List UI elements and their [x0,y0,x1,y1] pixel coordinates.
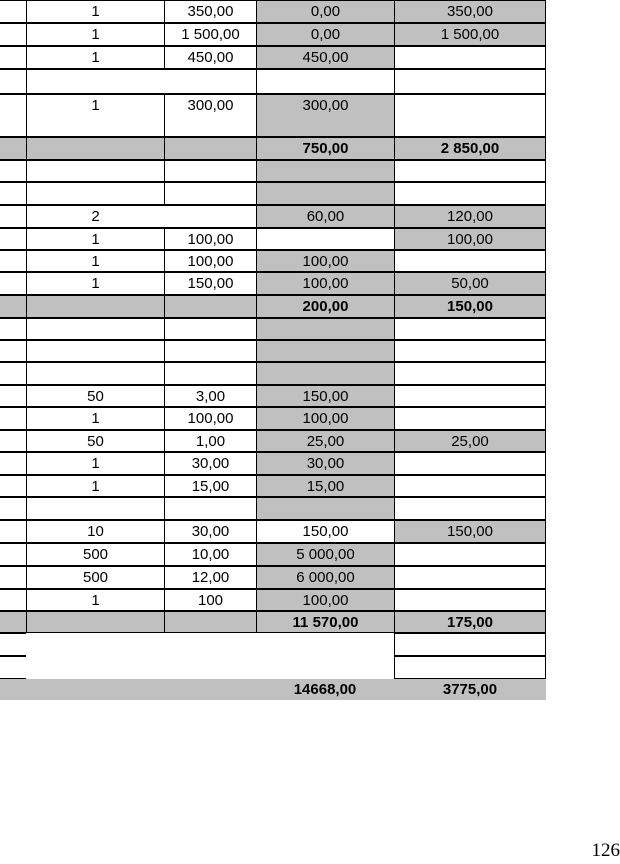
cell-amount-b: 3775,00 [394,679,546,700]
cell-amount-a: 14668,00 [256,679,394,700]
cell-qty: 1 [26,272,164,295]
cell-amount-a: 5 000,00 [256,543,394,566]
cell-qty: 1 [26,250,164,272]
cell-amount-a [256,656,394,679]
row-stub-cell [0,160,26,182]
cell-amount-b: 2 850,00 [394,137,546,160]
row-stub-cell [0,385,26,407]
cell-amount-a [256,318,394,340]
cell-amount-a [256,228,394,250]
cell-unit-price: 30,00 [164,452,256,475]
cell-amount-b: 25,00 [394,430,546,452]
cell-unit-price [164,340,256,362]
row-stub-cell [0,520,26,543]
cell-qty: 2 [26,205,164,228]
row-stub-cell [0,182,26,205]
cell-amount-b: 1 500,00 [394,23,546,46]
cell-amount-b [394,46,546,69]
cell-unit-price: 10,00 [164,543,256,566]
cell-amount-a [256,633,394,656]
cell-unit-price [164,362,256,385]
cell-unit-price [164,69,256,94]
cell-qty [26,182,164,205]
cell-amount-b [394,385,546,407]
cell-qty [26,340,164,362]
cell-amount-a [256,362,394,385]
cell-amount-a: 0,00 [256,0,394,23]
cell-unit-price [164,497,256,520]
cell-amount-a: 100,00 [256,407,394,430]
cell-amount-a [256,497,394,520]
cell-amount-b [394,452,546,475]
cell-unit-price: 100,00 [164,228,256,250]
cell-unit-price [164,318,256,340]
row-stub-cell [0,430,26,452]
cell-qty: 1 [26,23,164,46]
cell-unit-price: 100,00 [164,407,256,430]
cell-amount-a: 11 570,00 [256,611,394,633]
cell-amount-a: 15,00 [256,475,394,497]
row-stub-cell [0,362,26,385]
cell-amount-b [394,340,546,362]
row-stub-cell [0,228,26,250]
cell-amount-b [394,475,546,497]
row-stub-cell [0,452,26,475]
row-stub-cell [0,611,26,633]
cell-unit-price: 30,00 [164,520,256,543]
row-stub-cell [0,656,26,679]
cell-unit-price: 100,00 [164,250,256,272]
cell-amount-a: 100,00 [256,589,394,611]
cell-qty [26,160,164,182]
cell-qty [26,497,164,520]
row-stub-cell [0,475,26,497]
cell-amount-a [256,69,394,94]
cell-amount-b: 50,00 [394,272,546,295]
row-stub-cell [0,633,26,656]
cell-amount-a [256,160,394,182]
cell-amount-a: 30,00 [256,452,394,475]
cell-amount-a: 150,00 [256,385,394,407]
cell-unit-price: 300,00 [164,94,256,137]
cell-qty: 50 [26,430,164,452]
cell-qty: 1 [26,452,164,475]
page-number: 126 [591,840,620,861]
cell-qty: 1 [26,475,164,497]
cell-amount-b [394,94,546,137]
cell-qty: 50 [26,385,164,407]
cell-amount-b [394,182,546,205]
row-stub-cell [0,272,26,295]
row-stub-cell [0,250,26,272]
cell-unit-price [164,679,256,700]
row-stub-cell [0,543,26,566]
cell-qty [26,295,164,318]
cell-amount-a: 450,00 [256,46,394,69]
cell-amount-b [394,497,546,520]
cell-qty: 10 [26,520,164,543]
cell-amount-a: 0,00 [256,23,394,46]
cell-amount-b [394,407,546,430]
cell-unit-price: 450,00 [164,46,256,69]
cell-amount-b [394,543,546,566]
row-stub-cell [0,318,26,340]
cell-qty [26,318,164,340]
cell-amount-a: 100,00 [256,250,394,272]
cell-amount-b [394,566,546,589]
cell-unit-price: 12,00 [164,566,256,589]
cell-amount-b: 150,00 [394,295,546,318]
cell-amount-b: 350,00 [394,0,546,23]
row-stub-cell [0,137,26,160]
cell-qty [26,633,164,656]
cell-unit-price: 1 500,00 [164,23,256,46]
cell-amount-a [256,340,394,362]
cell-unit-price [164,295,256,318]
cell-amount-b [394,318,546,340]
row-stub-cell [0,340,26,362]
cell-amount-a: 150,00 [256,520,394,543]
cell-unit-price [164,205,256,228]
cell-unit-price [164,160,256,182]
row-stub-cell [0,295,26,318]
cell-amount-a [256,182,394,205]
row-stub-cell [0,69,26,94]
cell-qty: 1 [26,589,164,611]
cell-amount-b [394,69,546,94]
cell-amount-a: 25,00 [256,430,394,452]
cell-amount-b [394,160,546,182]
cell-unit-price [164,633,256,656]
cell-amount-b [394,633,546,656]
cell-amount-a: 200,00 [256,295,394,318]
cell-amount-b: 175,00 [394,611,546,633]
cell-amount-b: 120,00 [394,205,546,228]
cell-unit-price [164,656,256,679]
cell-unit-price [164,137,256,160]
row-stub-cell [0,0,26,23]
cell-amount-a: 300,00 [256,94,394,137]
row-stub-cell [0,679,26,700]
cell-unit-price [164,182,256,205]
cell-qty: 500 [26,566,164,589]
cell-unit-price: 150,00 [164,272,256,295]
cell-amount-a: 60,00 [256,205,394,228]
cell-amount-b [394,362,546,385]
cell-qty: 1 [26,46,164,69]
cell-unit-price [164,611,256,633]
cell-qty: 1 [26,407,164,430]
cell-amount-b: 150,00 [394,520,546,543]
cell-qty [26,137,164,160]
row-stub-cell [0,94,26,137]
row-stub-cell [0,566,26,589]
row-stub-cell [0,407,26,430]
cell-unit-price: 350,00 [164,0,256,23]
cell-amount-b [394,656,546,679]
cell-amount-b: 100,00 [394,228,546,250]
cell-unit-price: 1,00 [164,430,256,452]
cell-unit-price: 100 [164,589,256,611]
cell-amount-a: 750,00 [256,137,394,160]
cell-qty: 1 [26,0,164,23]
cell-qty: 1 [26,94,164,137]
row-stub-cell [0,497,26,520]
cell-unit-price: 3,00 [164,385,256,407]
cell-qty: 500 [26,543,164,566]
cell-qty [26,611,164,633]
cell-qty [26,362,164,385]
row-stub-cell [0,23,26,46]
cell-amount-b [394,250,546,272]
row-stub-cell [0,205,26,228]
cell-qty [26,656,164,679]
cell-amount-a: 100,00 [256,272,394,295]
cell-amount-b [394,589,546,611]
row-stub-cell [0,46,26,69]
cell-amount-a: 6 000,00 [256,566,394,589]
row-stub-cell [0,589,26,611]
cell-qty [26,69,164,94]
cell-qty: 1 [26,228,164,250]
cell-unit-price: 15,00 [164,475,256,497]
cell-qty [26,679,164,700]
